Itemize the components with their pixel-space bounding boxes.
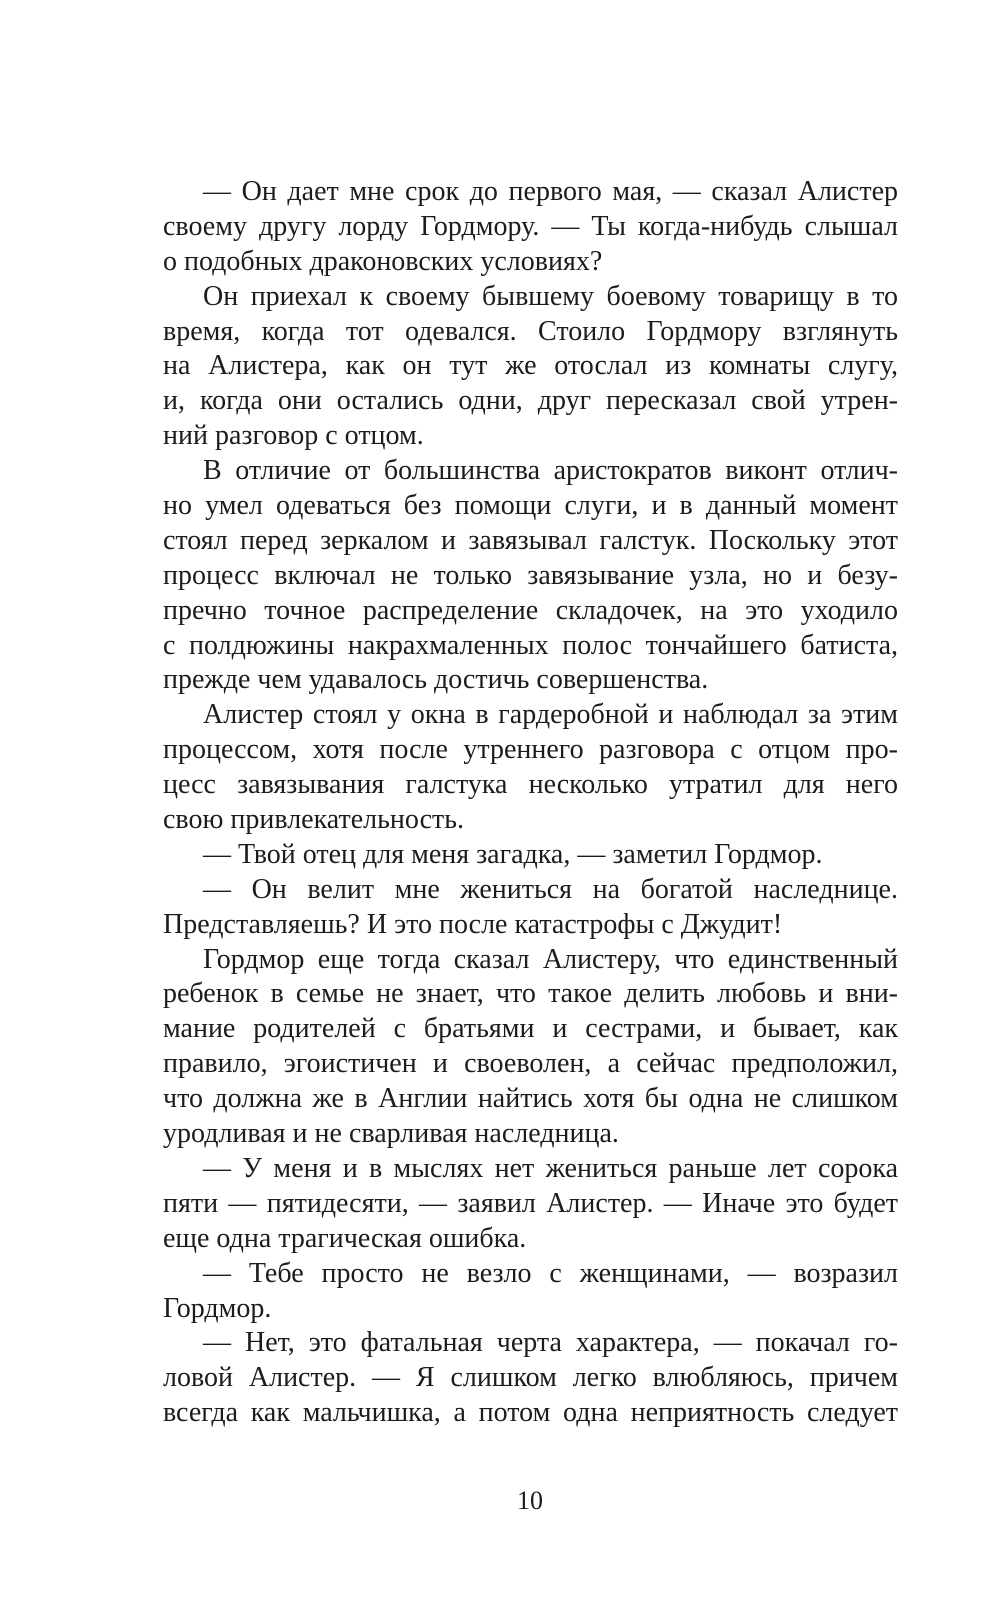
text-line: но умел одеваться без помощи слуги, и в данный момент [163,490,898,522]
page-number: 10 [517,1486,543,1515]
text-line: цесс завязывания галстука несколько утратил для него [163,769,898,801]
text-line: Гордмор еще тогда сказал Алистеру, что единственный [203,943,898,975]
text-line: пречно точное распределение складочек, на это уходило [163,594,898,626]
text-line: — Нет, это фатальная черта характера, — покачал го- [203,1327,898,1359]
text-line: — У меня и в мыслях нет жениться раньше лет сорока [203,1152,898,1184]
text-line: процессом, хотя после утреннего разговора с отцом про- [163,734,898,766]
text-line: Представляешь? И это после катастрофы с Джудит! [163,908,783,940]
text-line: — Твой отец для меня загадка, — заметил Гордмор. [203,838,823,870]
text-line: пяти — пятидесяти, — заявил Алистер. — Иначе это будет [163,1187,898,1219]
text-line: ловой Алистер. — Я слишком легко влюбляюсь, причем [163,1362,898,1394]
text-line: что должна же в Англии найтись хотя бы одна не слишком [163,1083,898,1115]
text-line: В отличие от большинства аристократов виконт отлич- [203,455,898,487]
text-line: на Алистера, как он тут же отослал из комнаты слугу, [163,350,898,382]
text-line: время, когда тот одевался. Стоило Гордмору взглянуть [163,315,898,347]
text-line: ний разговор с отцом. [163,420,424,452]
text-line: Он приехал к своему бывшему боевому товарищу в то [203,280,898,312]
text-line: — Он дает мне срок до первого мая, — сказал Алистер [203,176,898,207]
text-line: мание родителей с братьями и сестрами, и бывает, как [163,1013,898,1045]
text-line: уродливая и не сварливая наследница. [163,1118,619,1150]
text-line: с полдюжины накрахмаленных полос тончайшего батиста, [163,629,898,661]
text-line: и, когда они остались одни, друг пересказал свой утрен- [163,385,898,417]
text-line: стоял перед зеркалом и завязывал галстук. Поскольку этот [163,524,898,556]
text-line: всегда как мальчишка, а потом одна неприятность следует [163,1397,898,1429]
text-line: прежде чем удавалось достичь совершенства. [163,664,709,696]
text-line: правило, эгоистичен и своеволен, а сейчас предположил, [163,1048,898,1080]
text-line: еще одна трагическая ошибка. [163,1222,527,1254]
text-line: Алистер стоял у окна в гардеробной и наблюдал за этим [203,699,898,731]
text-line: — Тебе просто не везло с женщинами, — возразил [203,1257,898,1289]
text-line: — Он велит мне жениться на богатой наследнице. [203,873,898,905]
text-line: ребенок в семье не знает, что такое делить любовь и вни- [163,978,898,1010]
body-text [163,175,898,1431]
text-line: процесс включал не только завязывание узла, но и безу- [163,559,898,591]
text-line: своему другу лорду Гордмору. — Ты когда-нибудь слышал [163,210,898,242]
text-line: свою привлекательность. [163,804,464,836]
text-line: Гордмор. [163,1292,272,1324]
text-line: о подобных драконовских условиях? [163,245,603,277]
